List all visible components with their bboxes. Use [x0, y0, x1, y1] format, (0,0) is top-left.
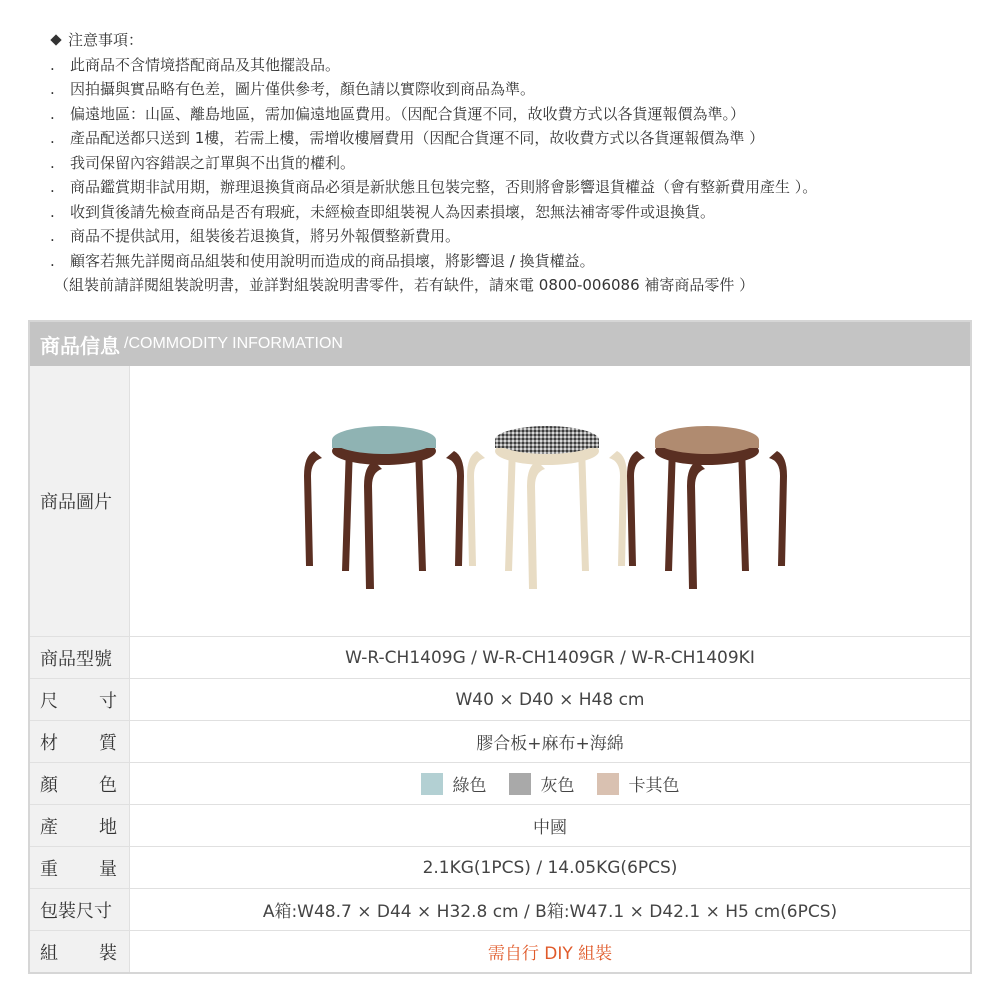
label-package: 包裝尺寸 [30, 889, 130, 930]
notice-section [48, 28, 988, 298]
info-header [30, 322, 970, 366]
info-header-subtitle: /COMMODITY INFORMATION [124, 335, 343, 352]
notice-item [48, 126, 988, 151]
stool-2 [467, 426, 627, 589]
notice-item-text: 產品配送都只送到 1樓，若需上樓，需增收樓層費用（因配合貨運不同，故收費方式以各貨運報價為準 ） [70, 129, 765, 147]
notice-item [48, 175, 988, 200]
diamond-bullet-icon [50, 35, 61, 46]
info-header-title: 商品信息 [40, 333, 120, 358]
notice-list [48, 53, 988, 274]
notice-bullet: . [50, 55, 55, 74]
notice-item-text: 我司保留內容錯誤之訂單與不出貨的權利。 [70, 153, 356, 172]
notice-item [48, 224, 988, 249]
label-color-a: 顏 [40, 774, 58, 796]
row-size [30, 678, 970, 720]
color-option-khaki [597, 771, 680, 796]
notice-bullet: . [50, 178, 55, 196]
row-package [30, 888, 970, 930]
label-material-a: 材 [40, 732, 58, 754]
stool-leg [527, 461, 545, 589]
value-model: W-R-CH1409G / W-R-CH1409GR / W-R-CH1409KI [345, 647, 755, 668]
product-image [130, 366, 970, 636]
label-model: 商品型號 [30, 637, 130, 678]
label-size-a: 尺 [40, 690, 58, 712]
label-weight [30, 847, 130, 888]
notice-bullet: . [50, 153, 55, 172]
label-assembly-a: 組 [40, 942, 58, 964]
label-origin-a: 產 [40, 816, 58, 838]
notice-item [48, 200, 988, 225]
notice-item [48, 151, 988, 176]
color-name-khaki: 卡其色 [628, 776, 680, 796]
color-swatch-gray [509, 773, 531, 795]
notice-bullet: . [50, 251, 55, 270]
value-package: A箱:W48.7 × D44 × H32.8 cm / B箱:W47.1 × D42.1 × H5 cm(6PCS) [262, 902, 838, 922]
label-origin [30, 805, 130, 846]
notice-item-text: 顧客若無先詳閱商品組裝和使用說明而造成的商品損壞，將影響退 / 換貨權益。 [70, 251, 595, 270]
notice-bullet: . [50, 129, 55, 147]
stool-leg [467, 451, 485, 566]
stool-leg [665, 446, 676, 571]
value-size: W40 × D40 × H48 cm [455, 689, 645, 710]
label-assembly-b: 裝 [99, 942, 117, 964]
notice-item-text: 商品鑑賞期非試用期，辦理退換貨商品必須是新狀態且包裝完整，否則將會影響退貨權益（會有整新費用產生 ）。 [70, 178, 818, 196]
label-size [30, 679, 130, 720]
notice-title [48, 28, 988, 53]
row-assembly [30, 930, 970, 972]
color-name-green: 綠色 [452, 776, 487, 796]
stool-leg [304, 451, 322, 566]
notice-item-text: 因拍攝與實品略有色差，圖片僅供參考，顏色請以實際收到商品為準。 [70, 80, 536, 98]
row-material [30, 720, 970, 762]
stool-cushion-side [332, 440, 436, 448]
value-assembly: 需自行 DIY 組裝 [487, 944, 613, 964]
notice-item-text: 偏遠地區：山區、離島地區，需加偏遠地區費用。（因配合貨運不同，故收費方式以各貨運報價為準。） [70, 104, 746, 123]
stool-leg [415, 446, 426, 571]
color-swatch-khaki [597, 773, 619, 795]
label-weight-b: 量 [99, 858, 117, 880]
value-weight: 2.1KG(1PCS) / 14.05KG(6PCS) [422, 857, 678, 878]
notice-item [48, 77, 988, 102]
stool-3 [627, 426, 787, 589]
notice-bullet: . [50, 202, 55, 221]
row-weight [30, 846, 970, 888]
notice-item [48, 102, 988, 127]
stool-leg [738, 446, 749, 571]
label-color [30, 763, 130, 804]
notice-bullet: . [50, 227, 55, 245]
row-model [30, 636, 970, 678]
label-size-b: 寸 [99, 690, 117, 712]
stool-leg [446, 451, 464, 566]
label-weight-a: 重 [40, 858, 58, 880]
notice-item-text: 此商品不含情境搭配商品及其他擺設品。 [70, 55, 341, 74]
label-assembly [30, 931, 130, 972]
value-origin: 中國 [533, 818, 567, 838]
label-product-image: 商品圖片 [30, 366, 130, 636]
color-option-gray [509, 771, 575, 796]
stool-1 [304, 426, 464, 589]
label-origin-b: 地 [99, 816, 117, 838]
value-color [130, 763, 970, 804]
row-product-image [30, 366, 970, 636]
stool-leg [342, 446, 353, 571]
label-color-b: 色 [99, 774, 117, 796]
stool-leg [687, 461, 705, 589]
stool-leg [505, 446, 516, 571]
color-option-green [421, 771, 487, 796]
stool-leg [578, 446, 589, 571]
row-color [30, 762, 970, 804]
notice-footer: （組裝前請詳閱組裝說明書，並詳對組裝說明書零件，若有缺件，請來電 0800-006086 補寄商品零件 ） [54, 276, 755, 294]
stool-leg [609, 451, 627, 566]
label-material-b: 質 [99, 732, 117, 754]
stool-illustration [130, 366, 970, 636]
stool-leg [627, 451, 645, 566]
notice-item [48, 249, 988, 274]
stool-cushion-side [655, 440, 759, 448]
stool-cushion-side [495, 440, 599, 448]
notice-title-text: 注意事項： [68, 31, 144, 49]
stool-leg [364, 461, 382, 589]
value-material: 膠合板+麻布+海綿 [476, 734, 624, 754]
label-material [30, 721, 130, 762]
color-swatch-green [421, 773, 443, 795]
stool-leg [769, 451, 787, 566]
notice-bullet: . [50, 104, 55, 123]
commodity-info-table [28, 320, 972, 974]
color-name-gray: 灰色 [540, 776, 575, 796]
row-origin [30, 804, 970, 846]
notice-item-text: 收到貨後請先檢查商品是否有瑕疵，未經檢查即組裝視人為因素損壞，恕無法補寄零件或退換貨。 [70, 202, 716, 221]
notice-bullet: . [50, 80, 55, 98]
notice-item-text: 商品不提供試用，組裝後若退換貨，將另外報價整新費用。 [70, 227, 461, 245]
notice-item [48, 53, 988, 78]
